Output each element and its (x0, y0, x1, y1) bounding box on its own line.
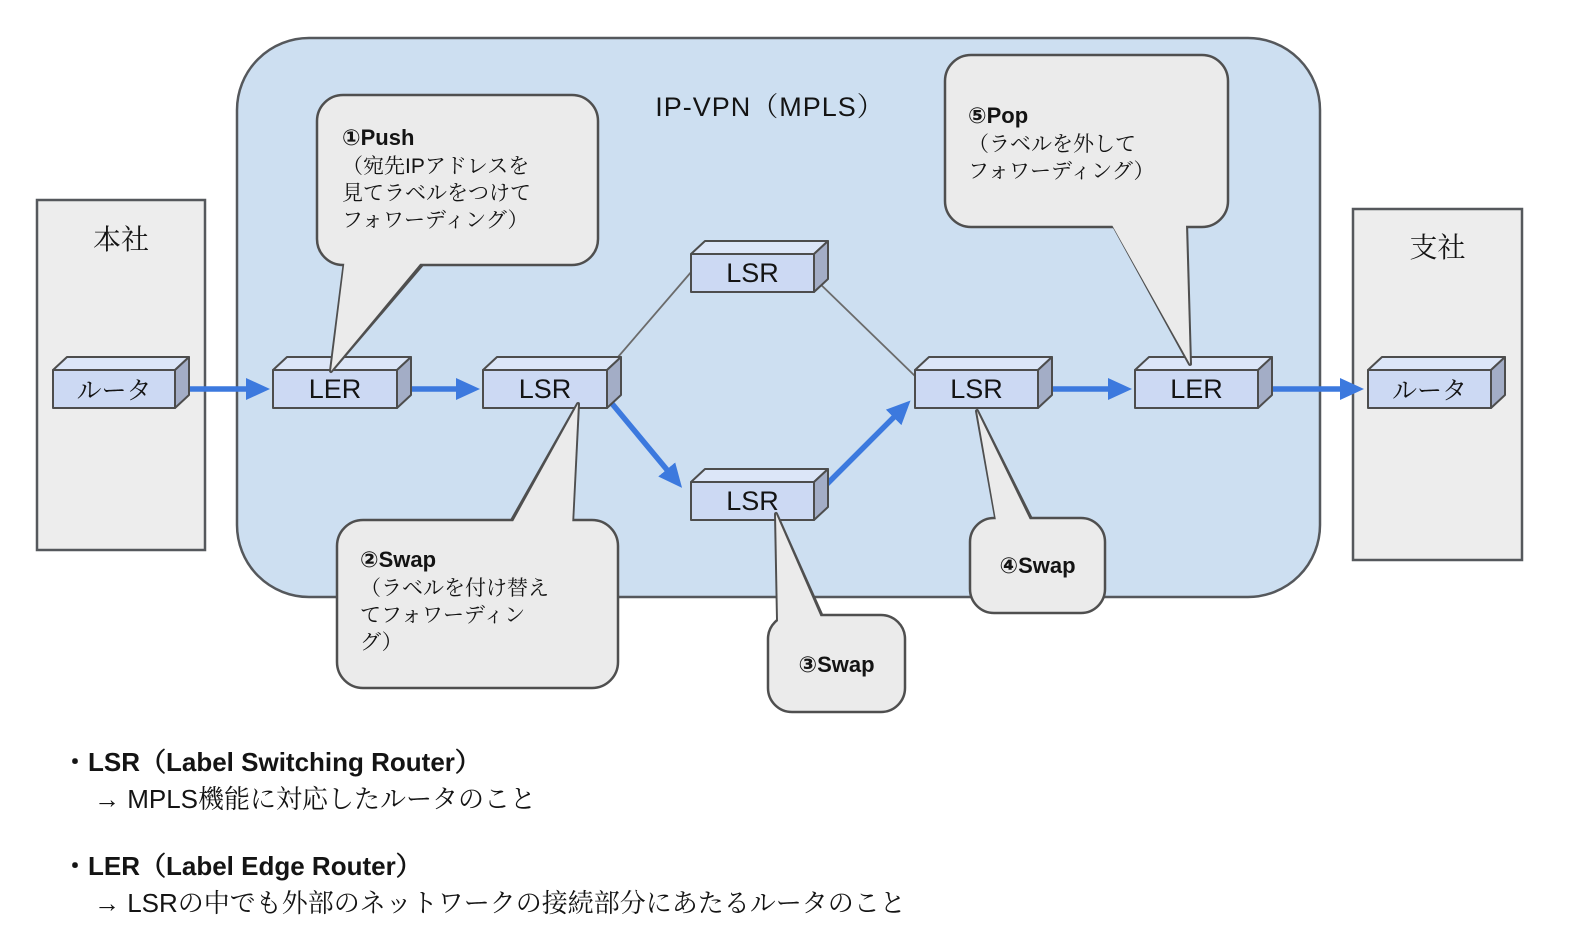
branch-site-label: 支社 (1409, 232, 1466, 263)
note-lsr (62, 744, 906, 818)
callout-pop-line: フォワーディング） (968, 160, 1155, 183)
note-ler (62, 848, 906, 922)
router-left-label: ルータ (76, 377, 152, 405)
lsr-top-label: LSR (726, 257, 779, 288)
node-lsr-mid (483, 357, 621, 408)
callout-push-line: 見てラベルをつけて (342, 182, 531, 205)
node-ler-left (273, 357, 411, 408)
lsr-right-label: LSR (950, 373, 1003, 404)
region-title: IP-VPN（MPLS） (655, 91, 885, 122)
router-right-label: ルータ (1391, 377, 1467, 405)
note-ler-title: ・LER（Label Edge Router） (62, 851, 422, 881)
callout-pop-text (968, 102, 1218, 185)
lsr-bottom-label: LSR (726, 485, 779, 516)
node-router-right (1368, 357, 1505, 408)
callout-pop-title: ⑤Pop (968, 103, 1029, 128)
note-ler-body: → LSRの中でも外部のネットワークの接続部分にあたるルータのこと (94, 888, 906, 918)
ler-left-label: LER (308, 373, 362, 404)
callout-pop-line: （ラベルを外して (968, 133, 1136, 156)
callout-swap2-line: グ） (360, 631, 403, 654)
note-lsr-body: → MPLS機能に対応したルータのこと (94, 784, 537, 814)
callout-push-title: ①Push (342, 125, 415, 150)
callout-swap3-title: ③Swap (798, 652, 875, 677)
callout-swap2-text (360, 546, 610, 656)
callout-swap2-line: （ラベルを付け替え (360, 577, 549, 600)
note-lsr-title: ・LSR（Label Switching Router） (62, 747, 481, 777)
hq-site-label: 本社 (92, 224, 149, 255)
callout-swap2-title: ②Swap (360, 547, 437, 572)
node-router-left (53, 357, 189, 408)
node-ler-right (1135, 357, 1272, 408)
lsr-mid-label: LSR (518, 373, 572, 404)
callout-push-line: フォワーディング） (342, 209, 529, 232)
callout-swap2-line: てフォワーディン (360, 604, 526, 627)
callout-push-line: （宛先IPアドレスを (342, 155, 530, 178)
ler-right-label: LER (1170, 373, 1223, 404)
callout-push-text (342, 124, 587, 234)
callout-swap4-title: ④Swap (999, 552, 1076, 578)
node-lsr-top (691, 241, 828, 292)
node-lsr-right (915, 357, 1052, 408)
glossary-notes (62, 744, 906, 951)
node-lsr-bottom (691, 469, 828, 520)
